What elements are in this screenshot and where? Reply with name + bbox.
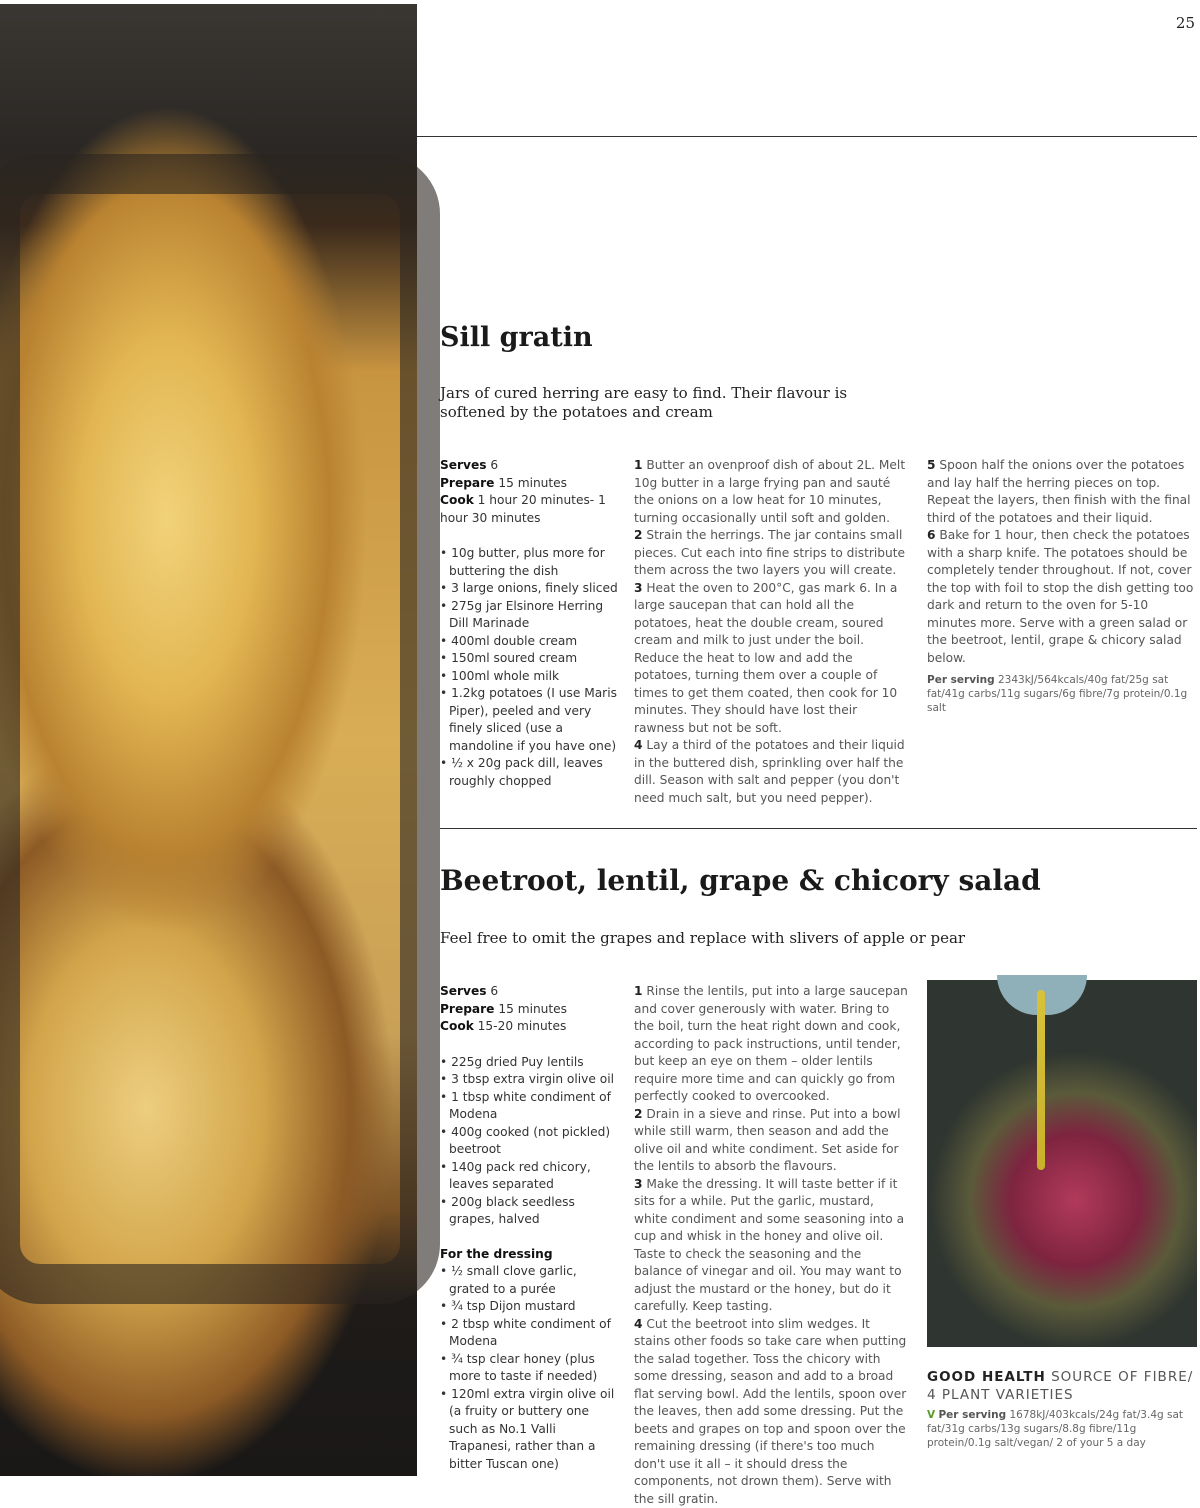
ingredient-item: • ¾ tsp clear honey (plus more to taste if needed) (440, 1351, 620, 1386)
prepare-value: 15 minutes (498, 1002, 567, 1016)
ingredient-item: • 150ml soured cream (440, 650, 620, 668)
step-text: Drain in a sieve and rinse. Put into a bowl while still warm, then season and add the olive oil and white condiment. Set aside for the lentils to absorb the flavours. (634, 1107, 901, 1174)
beetroot-salad-photo (927, 980, 1197, 1347)
ingredient-item: • 275g jar Elsinore Herring Dill Marinade (440, 598, 620, 633)
recipe-divider (440, 828, 1197, 829)
step-number: 2 (634, 528, 642, 542)
method-step (634, 1106, 909, 1176)
serves-label: Serves (440, 458, 487, 472)
method-step (634, 1176, 909, 1316)
ingredient-item: • 400ml double cream (440, 633, 620, 651)
ingredient-item: • ¾ tsp Dijon mustard (440, 1298, 620, 1316)
cook-value: 15-20 minutes (478, 1019, 567, 1033)
recipe2-health-info (927, 1368, 1199, 1450)
recipe-title-beetroot-salad: Beetroot, lentil, grape & chicory salad (440, 864, 1041, 897)
step-text: Heat the oven to 200°C, gas mark 6. In a large saucepan that can hold all the potatoes, heat the double cream, soured cream and milk to just under the boil. Reduce the heat to low and add the potatoes, turning them over a couple of times to get them coated, then cook for 10 minutes. They should have lost their rawness but not be soft. (634, 581, 897, 735)
step-number: 5 (927, 458, 935, 472)
recipe1-method-col1 (634, 457, 909, 807)
dressing-heading: For the dressing (440, 1247, 553, 1261)
method-step (927, 527, 1199, 667)
recipe2-method (634, 983, 909, 1508)
ingredient-item: • 1 tbsp white condiment of Modena (440, 1089, 620, 1124)
ingredient-item: • 10g butter, plus more for buttering the dish (440, 545, 620, 580)
recipe-title-sill-gratin: Sill gratin (440, 322, 593, 353)
ingredient-item: • 200g black seedless grapes, halved (440, 1194, 620, 1229)
method-step (634, 580, 909, 738)
method-step (634, 737, 909, 807)
method-step (634, 1316, 909, 1508)
top-divider (417, 136, 1197, 137)
step-number: 1 (634, 458, 642, 472)
method-step (634, 527, 909, 580)
recipe1-ingredients-column (440, 457, 620, 790)
serves-value: 6 (490, 984, 498, 998)
ingredient-item: • 3 tbsp extra virgin olive oil (440, 1071, 620, 1089)
nutrition-info (927, 673, 1199, 715)
page-number: 25 (1176, 14, 1195, 32)
prepare-label: Prepare (440, 476, 494, 490)
step-number: 3 (634, 581, 642, 595)
good-health-badge (927, 1368, 1199, 1404)
step-text: Spoon half the onions over the potatoes and lay half the herring pieces on top. Repeat the layers, then finish with the final third of the potatoes and their liquid. (927, 458, 1191, 525)
nutrition-label: Per serving (938, 1409, 1006, 1421)
ingredient-item: • ½ small clove garlic, grated to a purée (440, 1263, 620, 1298)
sill-gratin-photo (0, 4, 417, 1476)
recipe-intro: Jars of cured herring are easy to find. Their flavour is softened by the potatoes and cream (440, 384, 870, 422)
prepare-label: Prepare (440, 1002, 494, 1016)
step-number: 1 (634, 984, 642, 998)
serves-label: Serves (440, 984, 487, 998)
ingredient-item: • 100ml whole milk (440, 668, 620, 686)
nutrition-values: 2343kJ/564kcals/40g fat/25g sat fat/41g carbs/11g sugars/6g fibre/7g protein/0.1g salt (927, 674, 1187, 714)
step-number: 3 (634, 1177, 642, 1191)
recipe1-method-col2 (927, 457, 1199, 715)
ingredient-item: • 1.2kg potatoes (I use Maris Piper), peeled and very finely sliced (use a mandoline if you have one) (440, 685, 620, 755)
nutrition-values: 1678kJ/403kcals/24g fat/3.4g sat fat/31g carbs/13g sugars/8.8g fibre/11g protein/0.1g salt/vegan/ 2 of your 5 a day (927, 1409, 1183, 1449)
method-step (634, 457, 909, 527)
step-text: Rinse the lentils, put into a large saucepan and cover generously with water. Bring to the boil, turn the heat right down and cook, according to pack instructions, until tender, but keep an eye on them – older lentils require more time and can quickly go from perfectly cooked to overcooked. (634, 984, 908, 1103)
good-health-label: GOOD HEALTH (927, 1369, 1046, 1385)
ingredient-item: • 225g dried Puy lentils (440, 1054, 620, 1072)
cook-label: Cook (440, 1019, 474, 1033)
ingredient-list (440, 545, 620, 790)
step-text: Butter an ovenproof dish of about 2L. Melt 10g butter in a large frying pan and sauté the onions on a low heat for 10 minutes, turning occasionally until soft and golden. (634, 458, 905, 525)
step-text: Strain the herrings. The jar contains small pieces. Cut each into fine strips to distribute them across the two layers you will create. (634, 528, 905, 577)
ingredient-item: • ½ x 20g pack dill, leaves roughly chopped (440, 755, 620, 790)
method-step (634, 983, 909, 1106)
ingredient-item: • 400g cooked (not pickled) beetroot (440, 1124, 620, 1159)
cook-value: 1 hour 20 minutes- 1 hour 30 minutes (440, 493, 606, 525)
step-number: 2 (634, 1107, 642, 1121)
method-step (927, 457, 1199, 527)
step-number: 4 (634, 1317, 642, 1331)
nutrition-label: Per serving (927, 674, 995, 686)
step-text: Make the dressing. It will taste better if it sits for a while. Put the garlic, mustard, white condiment and some seasoning into a cup and whisk in the honey and olive oil. Taste to check the seasoning and the balance of vinegar and oil. You may want to adjust the mustard or the honey, but do it carefully. Keep tasting. (634, 1177, 904, 1314)
good-health-text: SOURCE OF FIBRE/ 4 PLANT VARIETIES (927, 1369, 1193, 1403)
ingredient-item: • 3 large onions, finely sliced (440, 580, 620, 598)
prepare-value: 15 minutes (498, 476, 567, 490)
serves-value: 6 (490, 458, 498, 472)
step-text: Bake for 1 hour, then check the potatoes with a sharp knife. The potatoes should be completely tender throughout. If not, cover the top with foil to stop the dish getting too dark and return to the oven for 5-10 minutes more. Serve with a green salad or the beetroot, lentil, grape & chicory salad below. (927, 528, 1193, 665)
cook-label: Cook (440, 493, 474, 507)
step-number: 4 (634, 738, 642, 752)
ingredient-item: • 2 tbsp white condiment of Modena (440, 1316, 620, 1351)
vegetarian-icon: V (927, 1409, 935, 1421)
step-number: 6 (927, 528, 935, 542)
step-text: Cut the beetroot into slim wedges. It stains other foods so take care when putting the salad together. Toss the chicory with some dressing, season and add to a broad flat serving bowl. Add the lentils, spoon over the leaves, then add some dressing. Put the beets and grapes on top and spoon over the remaining dressing (if there's too much don't use it all – it should dress the components, not drown them). Serve with the sill gratin. (634, 1317, 906, 1506)
ingredient-list (440, 1054, 620, 1229)
recipe2-ingredients-column (440, 983, 620, 1473)
step-text: Lay a third of the potatoes and their liquid in the buttered dish, sprinkling over half the dill. Season with salt and pepper (you don't need much salt, but you need pepper). (634, 738, 905, 805)
ingredient-item: • 140g pack red chicory, leaves separated (440, 1159, 620, 1194)
recipe-intro: Feel free to omit the grapes and replace with slivers of apple or pear (440, 929, 1140, 948)
dressing-ingredient-list (440, 1263, 620, 1473)
ingredient-item: • 120ml extra virgin olive oil (a fruity or buttery one such as No.1 Valli Trapanesi, rather than a bitter Tuscan one) (440, 1386, 620, 1474)
nutrition-info (927, 1408, 1199, 1450)
